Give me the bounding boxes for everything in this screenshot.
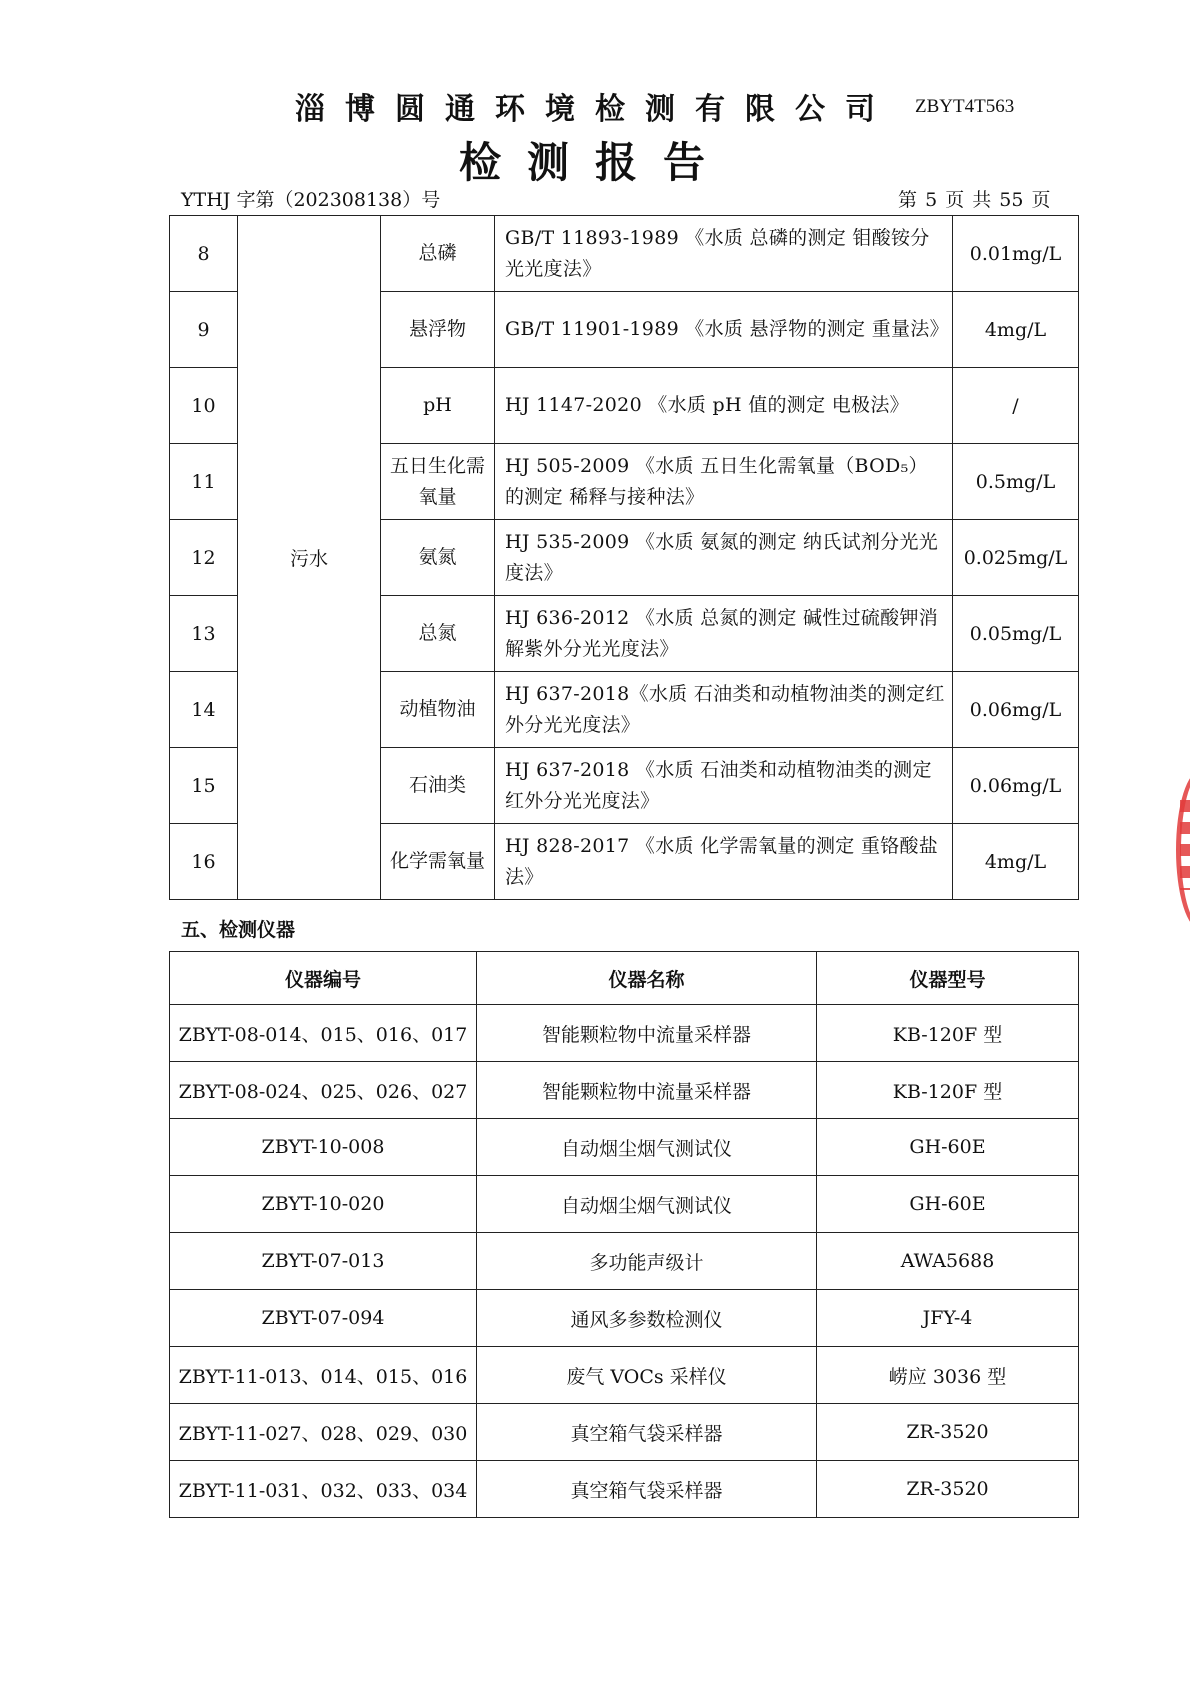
test-standard: HJ 637-2018 《水质 石油类和动植物油类的测定红外分光光度法》 [495, 748, 953, 824]
instrument-row [170, 1461, 1079, 1518]
instrument-id: ZBYT-07-094 [170, 1290, 477, 1347]
instrument-id: ZBYT-10-008 [170, 1119, 477, 1176]
page-mid: 页 共 [945, 189, 992, 211]
test-item: 悬浮物 [381, 292, 495, 368]
row-number: 9 [170, 292, 238, 368]
test-standard: HJ 535-2009 《水质 氨氮的测定 纳氏试剂分光光度法》 [495, 520, 953, 596]
instrument-name: 通风多参数检测仪 [477, 1290, 817, 1347]
test-item: 动植物油 [381, 672, 495, 748]
instrument-id: ZBYT-10-020 [170, 1176, 477, 1233]
instrument-model: GH-60E [817, 1119, 1079, 1176]
row-number: 11 [170, 444, 238, 520]
test-item: 石油类 [381, 748, 495, 824]
test-item: 化学需氧量 [381, 824, 495, 900]
detection-limit: 4mg/L [953, 292, 1079, 368]
instrument-id: ZBYT-07-013 [170, 1233, 477, 1290]
methods-table [169, 215, 1079, 900]
test-item: 五日生化需氧量 [381, 444, 495, 520]
header-instrument-model: 仪器型号 [817, 952, 1079, 1005]
row-number: 12 [170, 520, 238, 596]
page-suffix: 页 [1031, 189, 1051, 211]
sample-category: 污水 [238, 216, 381, 900]
instrument-id: ZBYT-08-024、025、026、027 [170, 1062, 477, 1119]
instrument-name: 真空箱气袋采样器 [477, 1461, 817, 1518]
detection-limit: 0.06mg/L [953, 748, 1079, 824]
test-standard: GB/T 11901-1989 《水质 悬浮物的测定 重量法》 [495, 292, 953, 368]
instrument-id: ZBYT-11-013、014、015、016 [170, 1347, 477, 1404]
instrument-row [170, 1005, 1079, 1062]
detection-limit: / [953, 368, 1079, 444]
instruments-header-row [170, 952, 1079, 1005]
row-number: 13 [170, 596, 238, 672]
test-standard: HJ 505-2009 《水质 五日生化需氧量（BOD₅）的测定 稀释与接种法》 [495, 444, 953, 520]
instrument-row [170, 1404, 1079, 1461]
detection-limit: 0.5mg/L [953, 444, 1079, 520]
instrument-id: ZBYT-11-031、032、033、034 [170, 1461, 477, 1518]
page-prefix: 第 [898, 189, 918, 211]
page-current: 5 [925, 189, 938, 211]
row-number: 14 [170, 672, 238, 748]
instrument-model: KB-120F 型 [817, 1062, 1079, 1119]
instrument-name: 自动烟尘烟气测试仪 [477, 1119, 817, 1176]
instrument-row [170, 1062, 1079, 1119]
instrument-name: 智能颗粒物中流量采样器 [477, 1062, 817, 1119]
test-standard: HJ 828-2017 《水质 化学需氧量的测定 重铬酸盐法》 [495, 824, 953, 900]
detection-limit: 0.01mg/L [953, 216, 1079, 292]
instrument-model: GH-60E [817, 1176, 1079, 1233]
document-code: ZBYT4T563 [915, 96, 1015, 117]
instrument-id: ZBYT-11-027、028、029、030 [170, 1404, 477, 1461]
detection-limit: 0.06mg/L [953, 672, 1079, 748]
instrument-row [170, 1176, 1079, 1233]
company-name: 淄博圆通环境检测有限公司 [295, 92, 895, 127]
row-number: 16 [170, 824, 238, 900]
instrument-model: ZR-3520 [817, 1461, 1079, 1518]
instrument-model: AWA5688 [817, 1233, 1079, 1290]
instrument-name: 真空箱气袋采样器 [477, 1404, 817, 1461]
test-item: 总氮 [381, 596, 495, 672]
instrument-name: 多功能声级计 [477, 1233, 817, 1290]
page-total: 55 [999, 189, 1024, 211]
report-number: YTHJ 字第（202308138）号 [181, 189, 441, 211]
instrument-name: 自动烟尘烟气测试仪 [477, 1176, 817, 1233]
instrument-row [170, 1290, 1079, 1347]
row-number: 8 [170, 216, 238, 292]
test-item: 氨氮 [381, 520, 495, 596]
instrument-name: 智能颗粒物中流量采样器 [477, 1005, 817, 1062]
test-standard: HJ 637-2018《水质 石油类和动植物油类的测定红外分光光度法》 [495, 672, 953, 748]
instrument-row [170, 1119, 1079, 1176]
report-title: 检测报告 [458, 138, 731, 187]
page-indicator [898, 185, 1051, 212]
test-item: pH [381, 368, 495, 444]
test-standard: HJ 636-2012 《水质 总氮的测定 碱性过硫酸钾消解紫外分光光度法》 [495, 596, 953, 672]
instrument-id: ZBYT-08-014、015、016、017 [170, 1005, 477, 1062]
test-standard: HJ 1147-2020 《水质 pH 值的测定 电极法》 [495, 368, 953, 444]
instruments-table [169, 951, 1079, 1518]
instrument-row [170, 1347, 1079, 1404]
instrument-model: KB-120F 型 [817, 1005, 1079, 1062]
instrument-model: JFY-4 [817, 1290, 1079, 1347]
instrument-model: 崂应 3036 型 [817, 1347, 1079, 1404]
instrument-row [170, 1233, 1079, 1290]
header-instrument-id: 仪器编号 [170, 952, 477, 1005]
row-number: 15 [170, 748, 238, 824]
instrument-name: 废气 VOCs 采样仪 [477, 1347, 817, 1404]
red-seal-mark [1180, 800, 1190, 890]
method-row [170, 216, 1079, 292]
instrument-model: ZR-3520 [817, 1404, 1079, 1461]
test-standard: GB/T 11893-1989 《水质 总磷的测定 钼酸铵分光光度法》 [495, 216, 953, 292]
test-item: 总磷 [381, 216, 495, 292]
detection-limit: 4mg/L [953, 824, 1079, 900]
row-number: 10 [170, 368, 238, 444]
section-title-instruments: 五、检测仪器 [181, 919, 296, 941]
header-instrument-name: 仪器名称 [477, 952, 817, 1005]
detection-limit: 0.05mg/L [953, 596, 1079, 672]
detection-limit: 0.025mg/L [953, 520, 1079, 596]
